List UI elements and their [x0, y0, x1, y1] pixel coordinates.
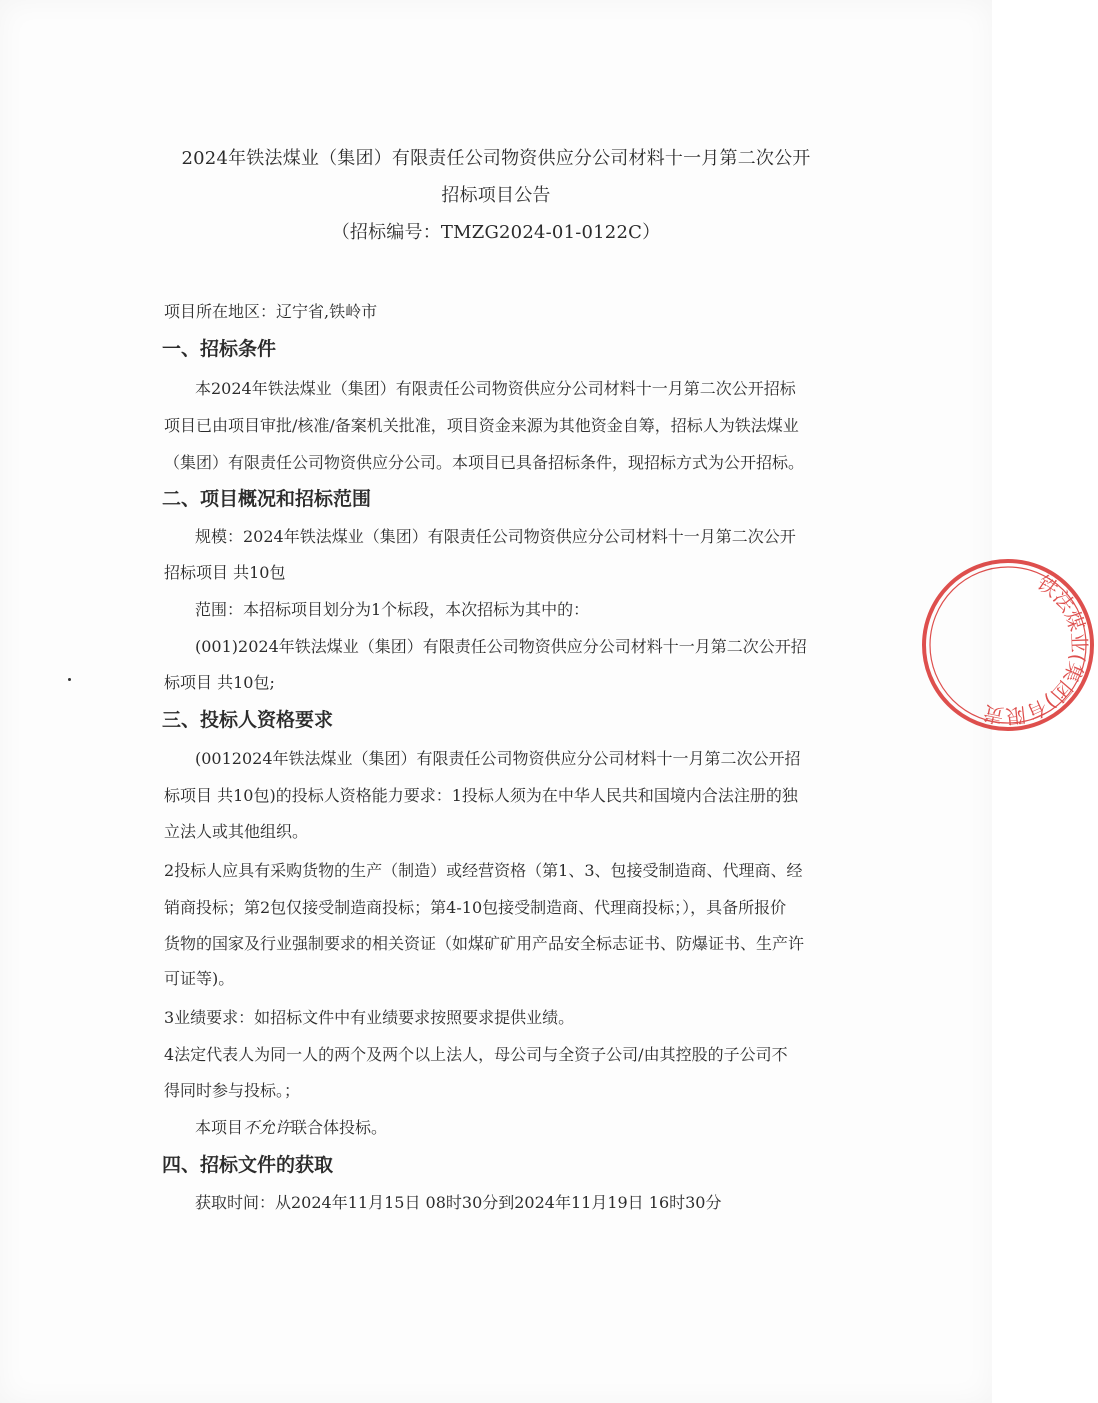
- acquisition-time: 获取时间：从2024年11月15日 08时30分到2024年11月19日 16时30分: [195, 1193, 722, 1212]
- paragraph-line: 3业绩要求：如招标文件中有业绩要求按照要求提供业绩。: [164, 1008, 575, 1027]
- svg-text:铁法煤业(集团)有限责: 铁法煤业(集团)有限责: [981, 570, 1092, 729]
- paragraph-line: 2投标人应具有采购货物的生产（制造）或经营资格（第1、3、包接受制造商、代理商、经: [164, 861, 803, 880]
- consortium-not-allowed: 不允许: [243, 1118, 292, 1137]
- document-title: [0, 140, 992, 251]
- scan-speck: [68, 678, 71, 681]
- section-heading-project-overview: 二、项目概况和招标范围: [162, 488, 372, 510]
- section-heading-document-acquisition: 四、招标文件的获取: [162, 1154, 334, 1176]
- section-heading-bidder-qualification: 三、投标人资格要求: [162, 709, 334, 731]
- paragraph-line: 得同时参与投标。；: [164, 1081, 301, 1100]
- paragraph-line: 货物的国家及行业强制要求的相关资证（如煤矿矿用产品安全标志证书、防爆证书、生产许: [164, 934, 805, 953]
- tender-number: （招标编号：TMZG2024-01-0122C）: [331, 222, 661, 243]
- paragraph-line: 销商投标；第2包仅接受制造商投标；第4-10包接受制造商、代理商投标；），具备所报价: [164, 898, 787, 917]
- paragraph-line: 标项目 共10包)的投标人资格能力要求：1投标人须为在中华人民共和国境内合法注册的独: [164, 786, 798, 805]
- title-line-2: 招标项目公告: [441, 185, 551, 206]
- paragraph-line: 标项目 共10包;: [164, 673, 275, 692]
- consortium-prefix: 本项目: [195, 1118, 244, 1137]
- paragraph-line: 规模：2024年铁法煤业（集团）有限责任公司物资供应分公司材料十一月第二次公开: [195, 527, 796, 546]
- paragraph-line: 本2024年铁法煤业（集团）有限责任公司物资供应分公司材料十一月第二次公开招标: [195, 379, 796, 398]
- paragraph-line: （集团）有限责任公司物资供应分公司。本项目已具备招标条件，现招标方式为公开招标。: [164, 453, 805, 472]
- title-line-1: 2024年铁法煤业（集团）有限责任公司物资供应分公司材料十一月第二次公开: [181, 148, 811, 169]
- paragraph-line: 项目已由项目审批/核准/备案机关批准，项目资金来源为其他资金自筹，招标人为铁法煤业: [164, 416, 799, 435]
- paragraph-line: 立法人或其他组织。: [164, 822, 309, 841]
- paragraph-line: 4法定代表人为同一人的两个及两个以上法人，母公司与全资子公司/由其控股的子公司不: [164, 1045, 788, 1064]
- paragraph-line: 可证等)。: [164, 969, 235, 988]
- paragraph-line: (001)2024年铁法煤业（集团）有限责任公司物资供应分公司材料十一月第二次公开招: [195, 637, 807, 656]
- project-location: 项目所在地区：辽宁省,铁岭市: [164, 302, 378, 321]
- consortium-statement: [195, 1118, 387, 1138]
- company-seal-icon: [918, 555, 1098, 735]
- consortium-suffix: 联合体投标。: [291, 1118, 388, 1137]
- paragraph-line: 招标项目 共10包: [164, 563, 286, 582]
- paragraph-line: 范围：本招标项目划分为1个标段，本次招标为其中的：: [195, 600, 590, 619]
- section-heading-tender-conditions: 一、招标条件: [162, 338, 277, 360]
- paragraph-line: (0012024年铁法煤业（集团）有限责任公司物资供应分公司材料十一月第二次公开招: [195, 749, 801, 768]
